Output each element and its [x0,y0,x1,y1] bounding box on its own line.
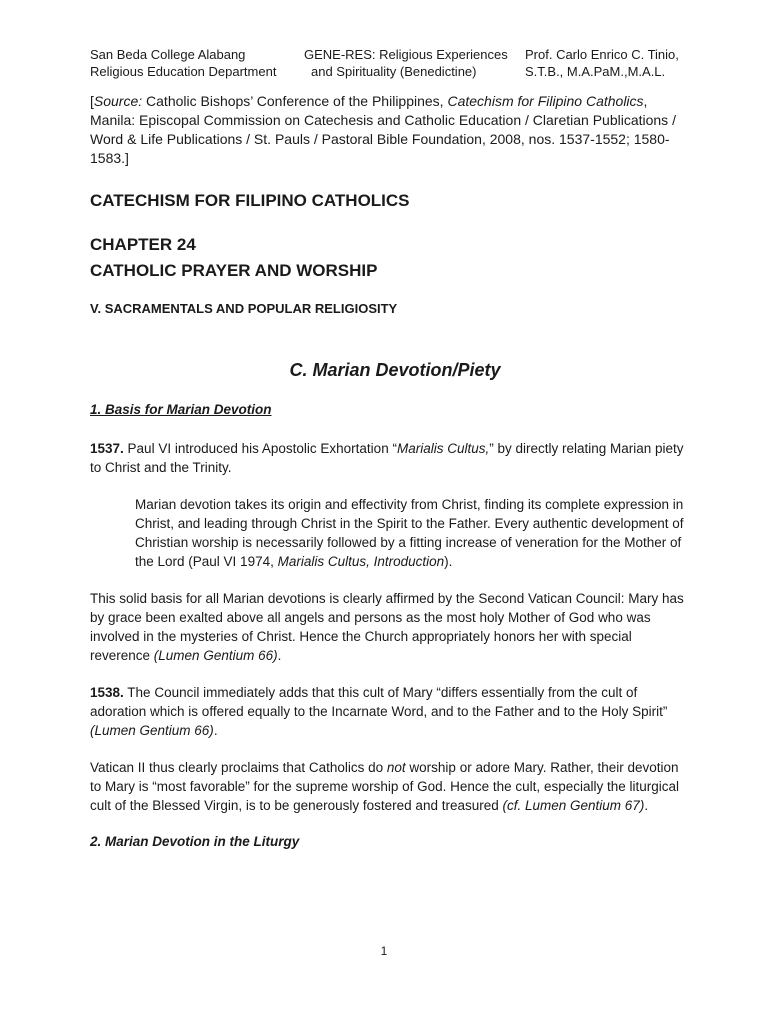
chapter-heading [90,232,690,284]
paragraph-vatican: Vatican II thus clearly proclaims that Catholics do not worship or adore Mary. Rather, their devotion to Mary is “most favorable” for the supreme worship of God. Hence the cult, especially the liturgical cult of the Blessed Virgin, is to be generously fostered and treasured (cf. Lumen Gentium 67). [90,760,680,813]
source-citation: [Source: Catholic Bishops’ Conference of the Philippines, Catechism for Filipino Catholics, Manila: Episcopal Commission on Catechesis and Catholic Education / Claretian Publications / Word & Life Publications / St. Pauls / Pastoral Bible Foundation, 2008, nos. 1537-1552; 1580-1583.] [90,93,676,166]
paragraph-number: 1537. [90,441,124,456]
chapter-number: CHAPTER 24 [90,235,196,254]
section-heading: V. SACRAMENTALS AND POPULAR RELIGIOSITY [90,301,398,316]
header-left [90,46,304,80]
paragraph-1538: 1538. The Council immediately adds that this cult of Mary “differs essentially from the cult of adoration which is offered equally to the Incarnate Word, and to the Father and to the Holy Spirit” (Lumen Gentium 66). [90,685,668,738]
document-title: CATECHISM FOR FILIPINO CATHOLICS [90,191,410,210]
block-quote: Marian devotion takes its origin and effectivity from Christ, finding its complete expression in Christ, and leading through Christ in the Spirit to the Father. Every authentic development of Christian worship is necessarily followed by a fitting increase of veneration for the Mother of the Lord (Paul VI 1974, Marialis Cultus, Introduction). [135,497,684,569]
header-right [525,46,690,80]
paragraph-1537: 1537. Paul VI introduced his Apostolic Exhortation “Marialis Cultus,” by directly relating Marian piety to Christ and the Trinity. [90,441,684,475]
header-professor: Prof. Carlo Enrico C. Tinio, [525,47,679,62]
header-course-line2: and Spirituality (Benedictine) [311,64,477,79]
source-book-title: Catechism for Filipino Catholics [447,93,644,109]
source-label: Source: [93,93,143,109]
heading-liturgy: 2. Marian Devotion in the Liturgy [90,834,300,849]
paragraph-solid-basis: This solid basis for all Marian devotions is clearly affirmed by the Second Vatican Council: Mary has by grace been exalted above all angels and persons as the most holy Mother of God who was involved in the mysteries of Christ. Hence the Church appropriately honors her with special reverence (Lumen Gentium 66). [90,591,684,663]
subsection-heading: C. Marian Devotion/Piety [289,360,501,380]
page-number: 1 [380,944,388,958]
header-credentials: S.T.B., M.A.PaM.,M.A.L. [525,64,666,79]
chapter-title: CATHOLIC PRAYER AND WORSHIP [90,261,378,280]
header-department: Religious Education Department [90,64,277,79]
header-school: San Beda College Alabang [90,47,246,62]
header-center [304,46,525,80]
document-page [90,46,690,851]
paragraph-number: 1538. [90,685,124,700]
heading-basis: 1. Basis for Marian Devotion [90,402,272,417]
header-course: GENE-RES: Religious Experiences [304,47,508,62]
page-header [90,46,690,80]
